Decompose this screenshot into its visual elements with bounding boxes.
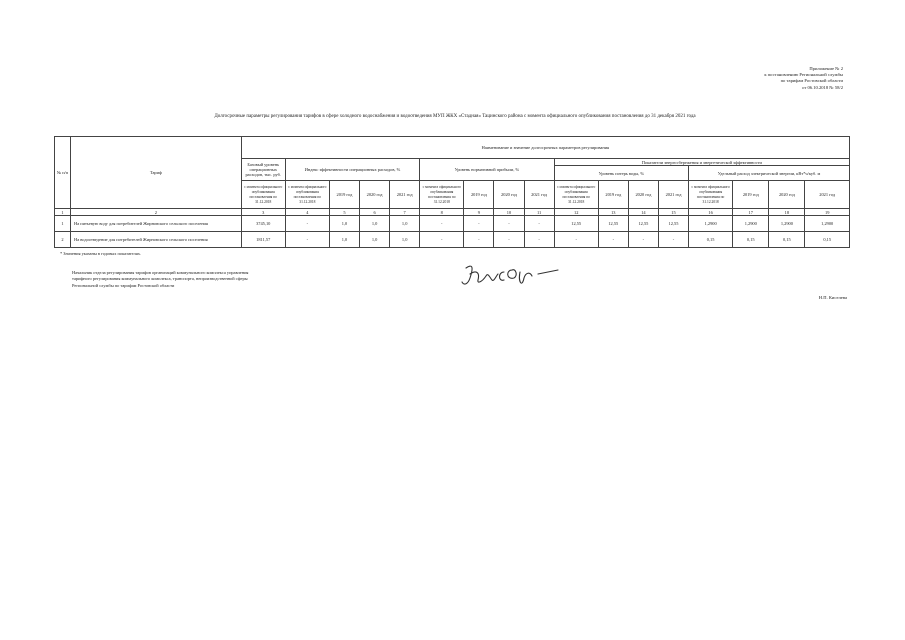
- header-year: 2021 год: [805, 181, 850, 209]
- row-eff: -: [285, 216, 329, 232]
- row-eff: -: [285, 232, 329, 248]
- header-year: 2019 год: [464, 181, 494, 209]
- row-elec: 0,15: [689, 232, 733, 248]
- row-profit: -: [464, 232, 494, 248]
- header-year: 2021 год: [524, 181, 554, 209]
- table-row: [55, 216, 850, 232]
- col-number: 12: [554, 209, 598, 216]
- row-profit: -: [524, 232, 554, 248]
- header-group: Наименование и значение долгосрочных параметров регулирования: [241, 137, 849, 159]
- col-number: 7: [390, 209, 420, 216]
- row-num: 2: [55, 232, 71, 248]
- col-number: 14: [628, 209, 658, 216]
- header-period: с момента официального опубликования постановления по 31.12.2018: [689, 181, 733, 209]
- header-year: 2019 год: [598, 181, 628, 209]
- col-number: 6: [360, 209, 390, 216]
- row-eff: 1,0: [329, 216, 359, 232]
- row-loss: -: [598, 232, 628, 248]
- col-number: 1: [55, 209, 71, 216]
- row-loss: -: [554, 232, 598, 248]
- header-year: 2020 год: [769, 181, 805, 209]
- row-profit: -: [420, 216, 464, 232]
- header-losses: Уровень потерь воды, %: [554, 166, 688, 181]
- col-number: 15: [658, 209, 688, 216]
- header-period: с момента официального опубликования постановления по 31.12.2018: [285, 181, 329, 209]
- table-row: [55, 232, 850, 248]
- row-loss: 12,55: [658, 216, 688, 232]
- row-loss: -: [628, 232, 658, 248]
- row-profit: -: [494, 232, 524, 248]
- row-eff: 1,0: [390, 232, 420, 248]
- row-tariff-name: На водоотведение для потребителей Жирновского сельского поселения: [71, 232, 242, 248]
- col-number: 18: [769, 209, 805, 216]
- col-number: 5: [329, 209, 359, 216]
- col-number: 8: [420, 209, 464, 216]
- row-profit: -: [524, 216, 554, 232]
- header-energy: Показатели энергосбережения и энергетической эффективности: [554, 159, 849, 166]
- col-number: 19: [805, 209, 850, 216]
- col-number: 10: [494, 209, 524, 216]
- header-tariff: Тариф: [71, 137, 242, 209]
- header-period: с момента официального опубликования постановления по 31.12.2018: [554, 181, 598, 209]
- col-number: 9: [464, 209, 494, 216]
- col-number: 16: [689, 209, 733, 216]
- header-year: 2021 год: [390, 181, 420, 209]
- col-number: 17: [733, 209, 769, 216]
- signer-position: Начальник отдела регулирования тарифов организаций коммунального комплекса управления тарифного регулирования коммунального комплекса, транспорта, непроизводственной сферы Региональной службы по тарифам Ростовской области: [72, 270, 249, 288]
- row-base: 1811,57: [241, 232, 285, 248]
- appendix-line: по тарифам Ростовской области: [780, 78, 843, 84]
- signature-mark: [458, 258, 568, 294]
- signer-name: Н.П. Киселева: [818, 295, 847, 300]
- row-elec: 1,2900: [805, 216, 850, 232]
- col-number: 4: [285, 209, 329, 216]
- row-elec: 1,2900: [769, 216, 805, 232]
- row-elec: 0,15: [805, 232, 850, 248]
- header-year: 2019 год: [329, 181, 359, 209]
- row-loss: -: [658, 232, 688, 248]
- appendix-line: от 06.10.2018 № 58/2: [802, 84, 843, 90]
- header-year: 2021 год: [658, 181, 688, 209]
- row-elec: 1,2900: [689, 216, 733, 232]
- header-base: Базовый уровень операционных расходов, тыс. руб.: [241, 159, 285, 181]
- row-elec: 0,15: [769, 232, 805, 248]
- appendix-line: Приложение № 2: [809, 66, 843, 71]
- header-year: 2020 год: [628, 181, 658, 209]
- col-number: 2: [71, 209, 242, 216]
- col-number: 13: [598, 209, 628, 216]
- header-period-base: с момента официального опубликования постановления по 31.12.2018: [241, 181, 285, 209]
- row-profit: -: [464, 216, 494, 232]
- header-electric: Удельный расход электрической энергии, кВт*ч/куб. м: [689, 166, 850, 181]
- row-eff: 1,0: [329, 232, 359, 248]
- col-number: 3: [241, 209, 285, 216]
- col-number: 11: [524, 209, 554, 216]
- parameters-table: [54, 136, 850, 248]
- row-tariff-name: На питьевую воду для потребителей Жирновского сельского поселения: [71, 216, 242, 232]
- appendix-line: к постановлению Региональной службы: [764, 72, 843, 78]
- row-eff: 1,0: [360, 232, 390, 248]
- document-title: Долгосрочные параметры регулирования тарифов в сфере холодного водоснабжения и водоотведения МУП ЖКХ «Стадная» Тацинского района с момента официального опубликования постановления до 31 декабря 2021 года: [214, 114, 696, 119]
- header-profit: Уровень нормативной прибыли, %: [420, 159, 554, 181]
- header-efficiency: Индекс эффективности операционных расходов, %: [285, 159, 419, 181]
- header-period: с момента официального опубликования постановления по 31.12.2018: [420, 181, 464, 209]
- header-year: 2019 год: [733, 181, 769, 209]
- row-loss: 12,55: [598, 216, 628, 232]
- row-profit: -: [494, 216, 524, 232]
- appendix-block: [713, 66, 843, 91]
- row-base: 3745,10: [241, 216, 285, 232]
- row-eff: 1,0: [360, 216, 390, 232]
- row-profit: -: [420, 232, 464, 248]
- row-elec: 0,15: [733, 232, 769, 248]
- row-loss: 12,55: [628, 216, 658, 232]
- row-elec: 1,2900: [733, 216, 769, 232]
- row-eff: 1,0: [390, 216, 420, 232]
- row-num: 1: [55, 216, 71, 232]
- header-num: № п/п: [55, 137, 71, 209]
- header-year: 2020 год: [494, 181, 524, 209]
- header-year: 2020 год: [360, 181, 390, 209]
- footnote: * Значения указаны в годовых показателях.: [60, 251, 142, 256]
- row-loss: 12,55: [554, 216, 598, 232]
